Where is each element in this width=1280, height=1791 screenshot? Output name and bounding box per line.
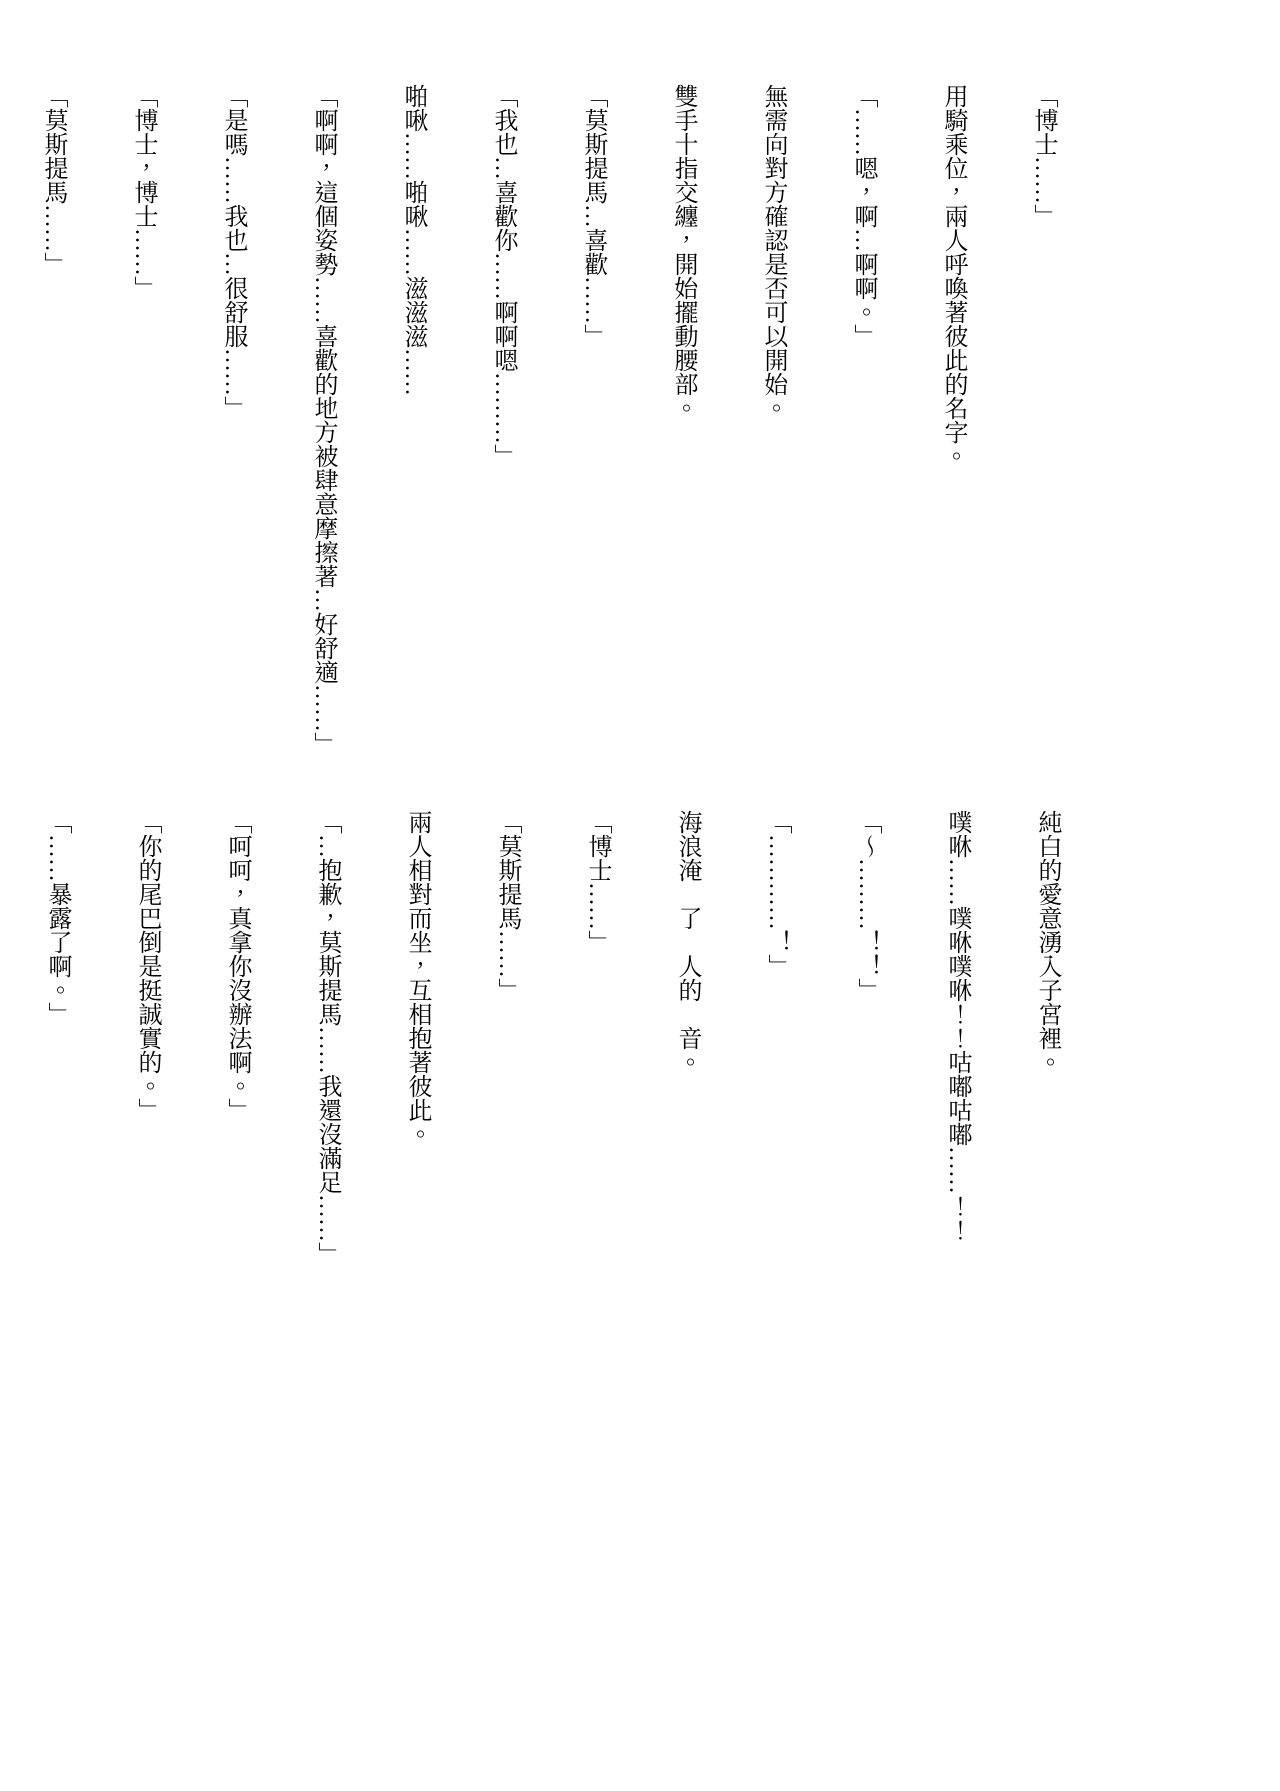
- text-column: 雙手十指交纏，開始擺動腰部。: [670, 84, 696, 420]
- text-column: 「是嗎……我也…很舒服……」: [220, 84, 246, 420]
- text-column: 海浪淹 了 人的 音。: [674, 810, 700, 1074]
- text-column: 「我也…喜歡你……啊啊嗯………」: [490, 84, 516, 468]
- text-column: 「…………！」: [764, 810, 790, 978]
- text-column: 「莫斯提馬……」: [494, 810, 520, 1002]
- text-column: 「～………！！」: [854, 810, 880, 1002]
- text-column: 「莫斯提馬……」: [40, 84, 66, 276]
- text-column: 「你的尾巴倒是挺誠實的。」: [134, 810, 160, 1122]
- page-block-top: [0, 84, 1118, 784]
- text-column: 「…抱歉，莫斯提馬……我還沒滿足……」: [314, 810, 340, 1266]
- text-column: 純白的愛意湧入子宮裡。: [1034, 810, 1060, 1074]
- text-column: 用騎乘位，兩人呼喚著彼此的名字。: [940, 84, 966, 468]
- text-column: 無需向對方確認是否可以開始。: [760, 84, 786, 420]
- text-column: 「博士……」: [1030, 84, 1056, 228]
- text-column: 「呵呵，真拿你沒辦法啊。」: [224, 810, 250, 1122]
- text-column: 啪啾……啪啾……滋滋滋……: [400, 84, 426, 396]
- text-column: 「啊啊，這個姿勢……喜歡的地方被肆意摩擦著…好舒適……」: [310, 84, 336, 756]
- text-column: 「莫斯提馬…喜歡……」: [580, 84, 606, 348]
- text-column: 「……暴露了啊。」: [44, 810, 70, 1026]
- text-column: 噗咻……噗咻噗咻！！咕嘟咕嘟……！！: [944, 810, 970, 1242]
- text-column: 兩人相對而坐，互相抱著彼此。: [404, 810, 430, 1146]
- page-block-bottom: [0, 810, 1122, 1410]
- text-column: 「……嗯，啊…啊啊。」: [850, 84, 876, 348]
- text-column: 「博士……」: [584, 810, 610, 954]
- text-column: 「博士，博士……」: [130, 84, 156, 300]
